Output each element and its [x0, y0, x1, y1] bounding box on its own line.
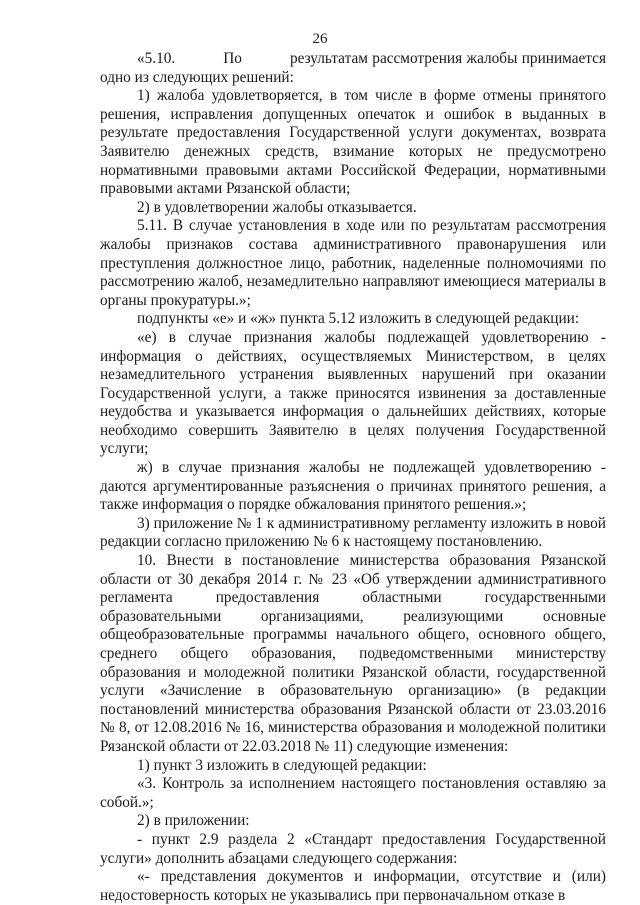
- paragraph-10: 10. Внести в постановление министерства образования Рязанской области от 30 декабря 2014 г. № 23 «Об утверждении административного регламента предоставления областными государственными образовательными организациями, реализующими основные общеобразовательные программы начального общего, основного общего, среднего общего образования, подведомственными министерству образования и молодежной политики Рязанской области, государственной услуги «Зачисление в образовательную организацию» (в редакции постановлений министерства образования Рязанской области от 23.03.2016 № 8, от 12.08.2016 № 16, министерства образования и молодежной политики Рязанской области от 22.03.2018 № 11) следующие изменения:: [100, 552, 606, 755]
- paragraph-10-2: 2) в приложении:: [137, 812, 250, 830]
- paragraph-10-1-quote: «3. Контроль за исполнением настоящего постановления оставляю за собой.»;: [100, 775, 606, 811]
- paragraph-2-9: - пункт 2.9 раздела 2 «Стандарт предоставления Государственной услуги» дополнить абзацами следующего содержания:: [100, 830, 606, 867]
- document-body: [100, 50, 606, 905]
- paragraph-e: «е) в случае признания жалобы подлежащей удовлетворению - информация о действиях, осуществляемых Министерством, в целях незамедлительного устранения выявленных нарушений при оказании Государственной услуги, а также приносятся извинения за доставленные неудобства и указывается информация о дальнейших действиях, которые необходимо совершить Заявителю в целях получения Государственной услуги;: [100, 328, 606, 458]
- paragraph-subitems: подпункты «е» и «ж» пункта 5.12 изложить в следующей редакции:: [137, 310, 580, 328]
- paragraph-zh: ж) в случае признания жалобы не подлежащей удовлетворению - даются аргументированные разъяснения о причинах принятого решения, а также информация о порядке обжалования принятого решения.»;: [100, 459, 606, 514]
- paragraph-last: «- представления документов и информации, отсутствие и (или) недостоверность которых не указывались при первоначальном отказе в: [100, 868, 606, 904]
- paragraph-5-11: 5.11. В случае установления в ходе или по результатам рассмотрения жалобы признаков состава административного правонарушения или преступления должностное лицо, работник, наделенные полномочиями по рассмотрению жалоб, незамедлительно направляют имеющиеся материалы в органы прокуратуры.»;: [100, 217, 606, 309]
- paragraph-3: 3) приложение № 1 к административному регламенту изложить в новой редакции согласно приложению № 6 к настоящему постановлению.: [100, 514, 606, 551]
- paragraph-5-10-word: По: [223, 50, 242, 67]
- paragraph-10-1: 1) пункт 3 изложить в следующей редакции:: [137, 756, 427, 774]
- paragraph-5-10-2: 2) в удовлетворении жалобы отказывается.: [137, 198, 417, 216]
- paragraph-5-10-number: «5.10.: [137, 50, 176, 67]
- paragraph-5-10-1: 1) жалоба удовлетворяется, в том числе в форме отмены принятого решения, исправления допущенных опечаток и ошибок в выданных в результате предоставления Государственной услуги документах, возврата Заявителю денежных средств, взимание которых не предусмотрено нормативными правовыми актами Российской Федерации, нормативными правовыми актами Рязанской области;: [100, 87, 606, 198]
- paragraph-5-10: [100, 50, 606, 87]
- page-number: 26: [312, 31, 328, 47]
- paragraph-5-10-rest: результатам рассмотрения жалобы принимается одно из следующих решений:: [100, 50, 606, 86]
